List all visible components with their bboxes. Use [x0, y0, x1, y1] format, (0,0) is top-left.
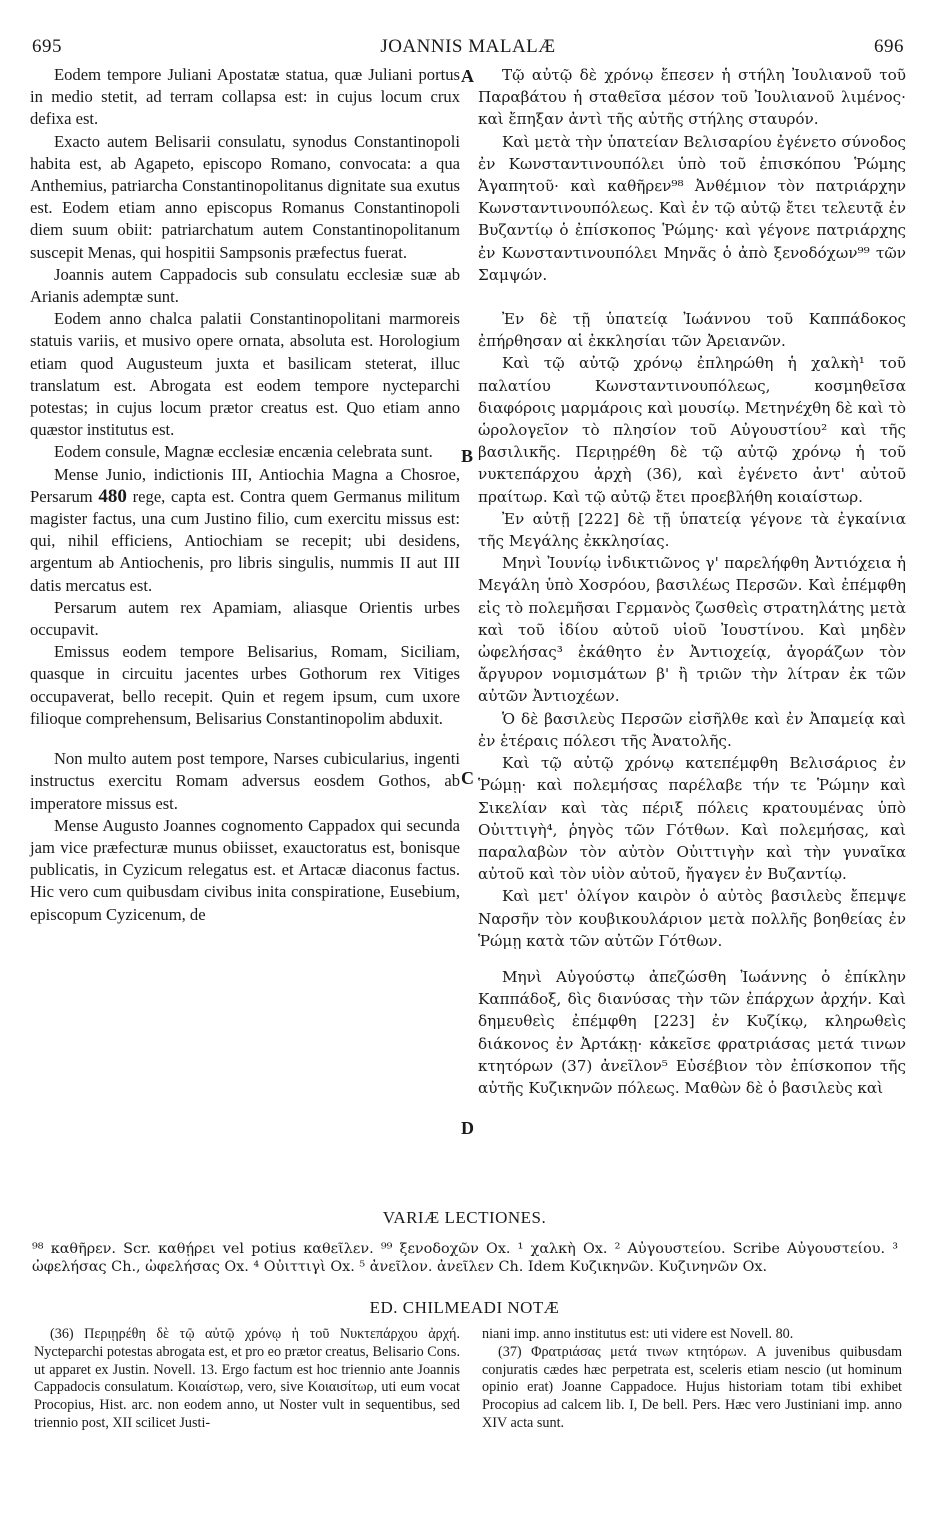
greek-paragraph: Ὁ δὲ βασιλεὺς Περσῶν εἰσῆλθε καὶ ἐν Ἀπαμείᾳ καὶ ἐν ἑτέραις πόλεσι τῆς Ἀνατολῆς. [478, 709, 906, 750]
greek-paragraph: Ἐν δὲ τῇ ὑπατείᾳ Ἰωάννου τοῦ Καππάδοκος ἐπήρθησαν αἱ ἐκκλησίαι τῶν Ἀρειανῶν. [478, 310, 906, 351]
margin-letter-a: A [461, 66, 474, 86]
greek-paragraph: Τῷ αὐτῷ δὲ χρόνῳ ἔπεσεν ἡ στήλη Ἰουλιανοῦ τοῦ Παραβάτου ἡ σταθεῖσα μέσον τοῦ Ἰουλιανοῦ λιμένος· καὶ ἔπηξαν ἀντὶ τῆς αὐτῆς στήλης σταυρόν. [478, 66, 906, 129]
latin-column [30, 64, 460, 926]
note-paragraph: niani imp. anno institutus est: uti videre est Novell. 80. [482, 1326, 794, 1342]
note-paragraph: (37) Φρατριάσας μετά τινων κτητόρων. A juvenibus quibusdam conjuratis cædes hæc perpetrata est, sceleris etiam nescio (ut hominum opinio erat) Joanne Cappadoce. Hujus historiam totam tibi exhibet Procopius ad calcem lib. I, De bell. Pers. Hæc vero Justiniani imp. anno XIV acta sunt. [482, 1343, 902, 1431]
greek-paragraph: Ἐν αὐτῇ [222] δὲ τῇ ὑπατείᾳ γέγονε τὰ ἐγκαίνια τῆς Μεγάλης ἐκκλησίας. [478, 509, 906, 551]
latin-paragraph: Eodem consule, Magnæ ecclesiæ encænia celebrata sunt. [54, 442, 433, 462]
note-paragraph: (36) Περιῃρέθη δὲ τῷ αὐτῷ χρόνῳ ἡ τοῦ Νυκτεπάρχου ἀρχή. Nycteparchi potestas abrogata est, et pro eo prætor creatus, Belisario Cons. ut apparet ex Justin. Novell. 13. Ergo factum est hoc triennio ante Joannis Cappadocis consulatum. Κοιαίστωρ, vero, sive Κοιαισίτωρ, uti eum vocat Procopius, Hist. arc. non eodem anno, ut Noster vult in sequentibus, sed triennio post, XII scilicet Justi- [34, 1326, 460, 1431]
latin-paragraph: Emissus eodem tempore Belisarius, Romam, Siciliam, quasque in circuitu jacentes urbes Gothorum rex Vitiges occupaverat, bello recepit. Quin et regem ipsum, cum uxore filioque comprehensum, Belisarius Constantinopolim abduxit. [30, 642, 460, 728]
latin-paragraph [30, 464, 460, 597]
latin-paragraph: Mense Augusto Joannes cognomento Cappadox qui secunda jam vice præfecturæ munus obiisset, exauctoratus est, bonisque publicatis, in Cyzicum relegatus est. et Artacæ diaconus factus. Hic vero cum quibusdam civibus inita conspiratione, Eusebium, episcopum Cyzicenum, de [30, 815, 460, 924]
greek-paragraph: Μηνὶ Αὐγούστῳ ἀπεζώσθη Ἰωάννης ὁ ἐπίκλην Καππάδοξ, δὶς διανύσας τὴν τῶν ἐπάρχων ἀρχήν. Καὶ δημευθεὶς ἐπέμφθη [223] ἐν Κυζίκῳ, κληρωθεὶς διάκονος ἐν Ἀρτάκῃ· κἀκεῖσε φρατριάσας μετά τινων κτητόρων (37) ἀνεῖλον⁵ Εὐσέβιον τὸν ἐπίσκοπον τῆς αὐτῆς Κυζικηνῶν πόλεως. Μαθὼν δὲ ὁ βασιλεὺς καὶ [478, 967, 906, 1097]
latin-paragraph: Eodem anno chalca palatii Constantinopolitani marmoreis statuis variis, et musivo opere ornata, absoluta est. Horologium etiam quod Augusteum juxta et basilicam steterat, illuc translatum est. Abrogata est eodem tempore nycteparchi potestas; in cujus locum prætor creatus est. Quo etiam anno quæstor institutus est. [30, 309, 460, 440]
page-number-left: 695 [32, 36, 62, 57]
greek-paragraph: Καὶ τῷ αὐτῷ χρόνῳ ἐπληρώθη ἡ χαλκὴ¹ τοῦ παλατίου Κωνσταντινουπόλεως, κοσμηθεῖσα διαφόροις μαρμάροις καὶ μουσίῳ. Μετηνέχθη δὲ καὶ τὸ ὡρολογεῖον τὸ πλησίον τοῦ Αὐγουστίου² καὶ τῆς βασιλικῆς. Περιῃρέθη δὲ τῷ αὐτῷ χρόνῳ ἡ τοῦ νυκτεπάρχου ἀρχὴ (36), καὶ ἐγένετο ἀντ' αὐτοῦ πραίτωρ. Καὶ τῷ αὐτῷ ἔτει προεβλήθη κοιαίστωρ. [478, 354, 906, 506]
notes-left-column [34, 1326, 460, 1433]
margin-letter-c: C [461, 768, 474, 788]
greek-column [478, 64, 906, 1099]
latin-text: Mense Junio, indictionis III, Antiochia Magna a Chosroe, Persarum [30, 464, 460, 506]
margin-letter-b: B [461, 446, 474, 466]
greek-paragraph: Μηνὶ Ἰουνίῳ ἰνδικτιῶνος γ' παρελήφθη Ἀντιόχεια ἡ Μεγάλη ὑπὸ Χοσρόου, βασιλέως Περσῶν. Καὶ ἐπέμφθη εἰς τὸ πολεμῆσαι Γερμανὸς ζωσθεὶς στρατηλάτης μετὰ καὶ τοῦ ἰδίου αὐτοῦ υἱοῦ Ἰουστίνου. Καὶ μηδὲν ὠφελήσας³ ἐκάθητο ἐν Ἀντιοχείᾳ, ἀγοράζων τὸν ἄργυρον νομισμάτων β' ἢ τριῶν τὴν λίτραν ἐκ τῶν αὐτῶν Ἀντιοχέων. [478, 554, 906, 706]
greek-paragraph: Καὶ μετὰ τὴν ὑπατείαν Βελισαρίου ἐγένετο σύνοδος ἐν Κωνσταντινουπόλει ὑπὸ τοῦ ἐπισκόπου Ῥώμης Ἀγαπητοῦ· καὶ καθῆρεν⁹⁸ Ἀνθέμιον τὸν πατριάρχην Κωνσταντινουπόλεως. Καὶ ἐν τῷ αὐτῷ ἔτει τελευτᾷ ἐν Βυζαντίῳ ὁ ἐπίσκοπος Ῥώμης· καὶ γέγονε πατριάρχης ἐν Κωνσταντινουπόλει Μηνᾶς ὁ ἀπὸ ξενοδόχων⁹⁹ τῶν Σαμψών. [478, 132, 906, 284]
greek-paragraph: Καὶ μετ' ὀλίγον καιρὸν ὁ αὐτὸς βασιλεὺς ἔπεμψε Ναρσῆν τὸν κουβικουλάριον μετὰ πολλῆς βοηθείας ἐν Ῥώμῃ κατὰ τῶν αὐτῶν Γότθων. [478, 887, 906, 950]
variae-lectiones-text: ⁹⁸ καθῆρεν. Scr. καθῄρει vel potius καθεῖλεν. ⁹⁹ ξενοδοχῶν Ox. ¹ χαλκὴ Ox. ² Αὐγουστείου. Scribe Αὐγουστείου. ³ ὠφελήσας Ch., ὠφελήσας Ox. ⁴ Οὐιττιγὶ Ox. ⁵ ἀνεῖλον. ἀνεῖλεν Ch. Idem Κυζικηνῶν. Κυζινηνῶν Ox. [32, 1241, 898, 1275]
running-header [32, 36, 904, 62]
variae-lectiones-title: VARIÆ LECTIONES. [382, 1208, 547, 1227]
page-number-right: 696 [874, 36, 904, 57]
latin-text: rege, capta est. Contra quem Germanus militum magister factus, una cum Justino filio, cum exercitu missus est: qui, nihil efficiens, Antiochiam se recepit; ubi desidens, argentum ab Antiochenis, pro libris singulis, nummis II aut III datis mercatus est. [30, 486, 460, 595]
edition-page-number: 480 [98, 485, 127, 507]
greek-paragraph: Καὶ τῷ αὐτῷ χρόνῳ κατεπέμφθη Βελισάριος ἐν Ῥώμῃ· καὶ πολεμήσας παρέλαβε τήν τε Ῥώμην καὶ Σικελίαν καὶ τὰς πέριξ πόλεις κρατουμένας ὑπὸ Οὐιττιγὴ⁴, ῥηγὸς τῶν Γότθων. Καὶ πολεμήσας, καὶ παραλαβὼν τὸν αὐτὸν Οὐιττιγὴν καὶ τὴν γυναῖκα αὐτοῦ καὶ τὸν υἱὸν αὐτοῦ, ἤγαγεν ἐν Βυζαντίῳ. [478, 754, 906, 884]
notes-right-column [482, 1326, 902, 1433]
latin-paragraph: Persarum autem rex Apamiam, aliasque Orientis urbes occupavit. [30, 597, 460, 640]
running-title: JOANNIS MALALÆ [380, 36, 556, 57]
latin-paragraph: Exacto autem Belisarii consulatu, synodus Constantinopoli habita est, ab Agapeto, episcopo Romano, convocata: a qua Anthemius, patriarcha Constantinopolitanus dignitate sua exutus est. Eodem etiam anno episcopus Romanus Constantinopoli diem suum obiit: patriarchatum autem Constantinopolitanum suscepit Menas, qui hospitii Sampsonis præfectus fuerat. [30, 131, 460, 262]
latin-paragraph: Joannis autem Cappadocis sub consulatu ecclesiæ suæ ab Arianis ademptæ sunt. [30, 264, 460, 307]
margin-letter-d: D [461, 1118, 474, 1138]
latin-paragraph: Eodem tempore Juliani Apostatæ statua, quæ Juliani portus in medio stetit, ad terram collapsa est: in cujus locum crux defixa est. [30, 65, 460, 129]
notes-title: ED. CHILMEADI NOTÆ [369, 1298, 560, 1317]
latin-paragraph: Non multo autem post tempore, Narses cubicularius, ingenti instructus exercitu Romam adversus eosdem Gothos, ab imperatore missus est. [30, 749, 460, 813]
